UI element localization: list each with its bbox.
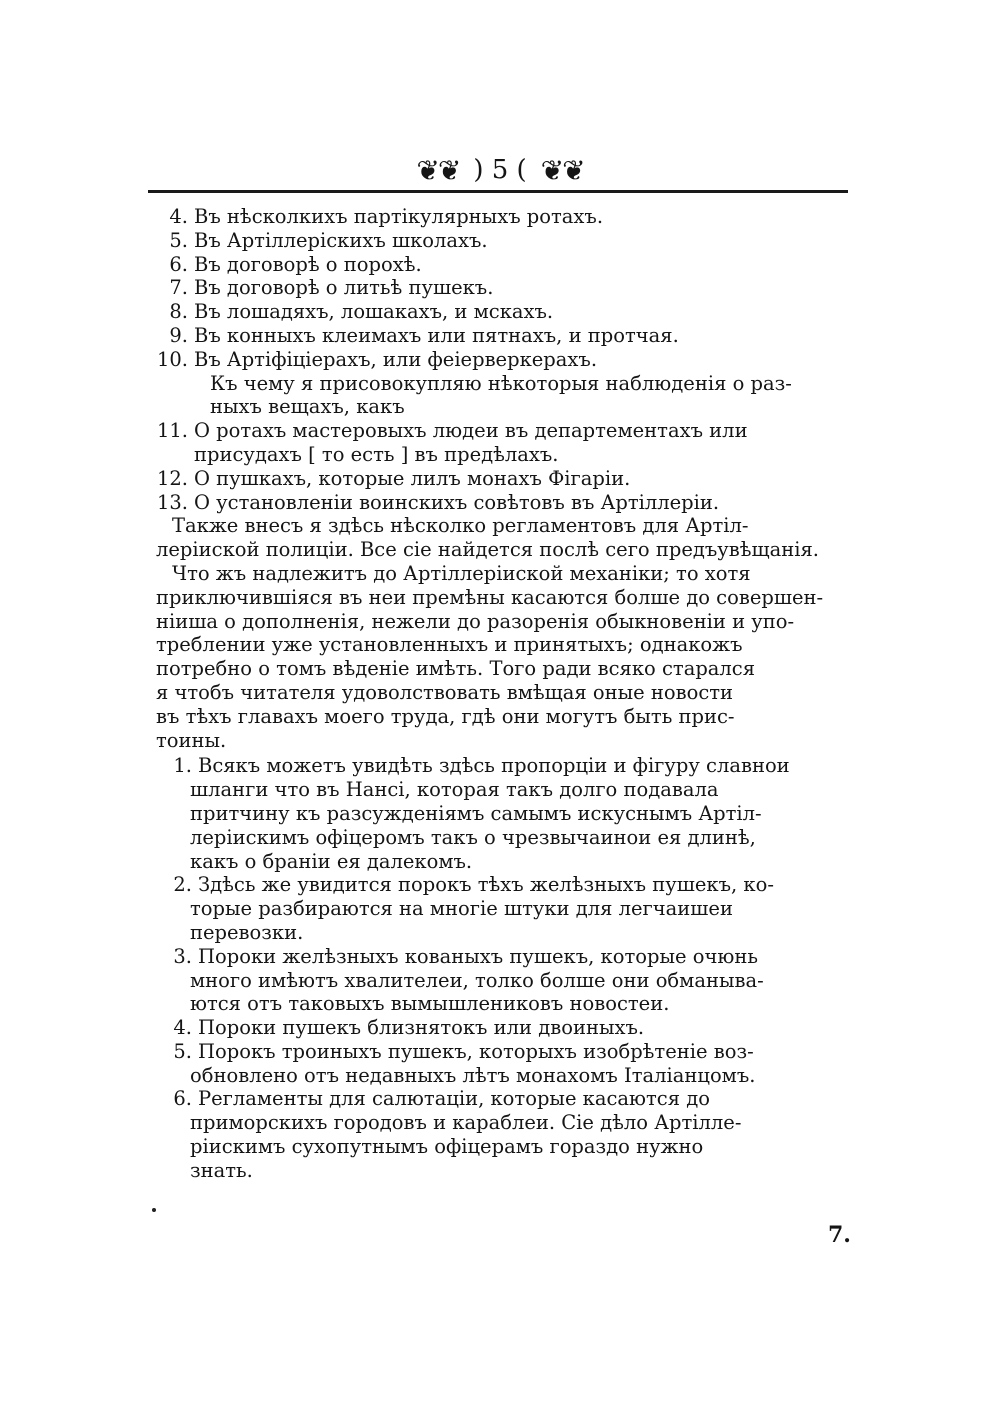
paragraph-line: треблении уже установленныхъ и принятыхъ; однакожъ bbox=[156, 633, 743, 657]
list-item: 8. Въ лошадяхъ, лошакахъ, и мскахъ. bbox=[169, 300, 554, 324]
list-item: 7. Въ договорѣ о литьѣ пушекъ. bbox=[169, 276, 494, 300]
paragraph-line: Что жъ надлежитъ до Артіллеріиской механіки; то хотя bbox=[172, 561, 751, 585]
ink-speck bbox=[152, 1208, 156, 1212]
list-item-cont: приморскихъ городовъ и караблеи. Сіе дѣло Артілле- bbox=[190, 1111, 742, 1135]
page-number: ) 5 ( bbox=[473, 155, 527, 185]
paragraph-line: леріиской полиціи. Все сіе найдется послѣ сего предъувѣщанія. bbox=[156, 538, 819, 562]
list-item: 10. Въ Артіфіціерахъ, или феіерверкерахъ. bbox=[156, 347, 598, 371]
list-item: 5. Въ Артіллеріскихъ школахъ. bbox=[169, 228, 488, 252]
list-item: 12. О пушкахъ, которые лилъ монахъ Фігаріи. bbox=[156, 466, 631, 490]
list-item-cont: знать. bbox=[190, 1158, 253, 1182]
intro-line: ныхъ вещахъ, какъ bbox=[210, 395, 405, 419]
ornament-right-icon: ❦❦ bbox=[540, 153, 584, 187]
list-item: 4. Въ нѣсколкихъ партікулярныхъ ротахъ. bbox=[169, 205, 604, 228]
list-item-cont: торые разбираются на многіе штуки для легчаишеи bbox=[190, 897, 733, 921]
list-item-cont: обновлено отъ недавныхъ лѣтъ монахомъ Італіанцомъ. bbox=[190, 1063, 756, 1087]
toc-list-1 bbox=[150, 205, 865, 372]
list-item: 13. О установленіи воинскихъ совѣтовъ въ Артіллеріи. bbox=[156, 490, 720, 514]
ornament-left-icon: ❦❦ bbox=[416, 153, 460, 187]
list-item: 3. Пороки желѣзныхъ кованыхъ пушекъ, которые очюнь bbox=[173, 944, 758, 968]
list-item: 2. Здѣсь же увидится порокъ тѣхъ желѣзныхъ пушекъ, ко- bbox=[173, 873, 774, 897]
list-item-cont: притчину къ разсужденіямъ самымъ искуснымъ Артіл- bbox=[190, 801, 762, 825]
list-item-cont: ріискимъ сухопутнымъ офіцерамъ гораздо нужно bbox=[190, 1135, 704, 1159]
paragraph-line: тоины. bbox=[156, 728, 227, 752]
page-body bbox=[150, 205, 865, 1183]
paragraph-line: я чтобъ читателя удоволствовать вмѣщая оные новости bbox=[156, 680, 734, 704]
paragraph-1 bbox=[150, 514, 865, 562]
list-item-cont: ются отъ таковыхъ вымышлениковъ новостеи. bbox=[190, 992, 670, 1016]
list-item-cont: леріискимъ офіцеромъ такъ о чрезвычаинои ея длинѣ, bbox=[190, 825, 756, 849]
toc-list-2 bbox=[150, 419, 865, 514]
list-item-cont: много имѣютъ хвалителеи, толко болше они обманыва- bbox=[190, 968, 764, 992]
list-item: 11. О ротахъ мастеровыхъ людеи въ департементахъ или bbox=[156, 419, 748, 443]
list-item-cont: перевозки. bbox=[190, 920, 304, 944]
list-item-cont: шланги что въ Нансі, которая такъ долго подавала bbox=[190, 778, 719, 802]
catchword: 7. bbox=[828, 1222, 851, 1248]
paragraph-line: ніиша о дополненія, нежели до разоренія обыкновеніи и упо- bbox=[156, 609, 795, 633]
page-header bbox=[0, 150, 1000, 190]
list-item: 1. Всякъ можетъ увидѣть здѣсь пропорціи и фігуру славнои bbox=[173, 754, 790, 778]
intro-line: Къ чему я присовокупляю нѣкоторыя наблюденія о раз- bbox=[210, 371, 792, 395]
list-item: 4. Пороки пушекъ близнятокъ или двоиныхъ. bbox=[173, 1016, 645, 1040]
list-item: 9. Въ конныхъ клеимахъ или пятнахъ, и протчая. bbox=[169, 323, 679, 347]
paragraph-2 bbox=[150, 562, 865, 752]
list-item-cont: какъ о браніи ея далекомъ. bbox=[190, 849, 473, 873]
list-item: 6. Регламенты для салютаціи, которые касаются до bbox=[173, 1087, 710, 1111]
paragraph-line: Также внесъ я здѣсь нѣсколко регламентовъ для Артіл- bbox=[172, 514, 749, 538]
paragraph-line: въ тѣхъ главахъ моего труда, гдѣ они могутъ быть прис- bbox=[156, 704, 735, 728]
list-item: 6. Въ договорѣ о порохѣ. bbox=[169, 252, 422, 276]
list-item-cont: присудахъ [ то есть ] въ предѣлахъ. bbox=[194, 442, 559, 466]
paragraph-line: потребно о томъ вѣденіе имѣть. Того ради всяко старался bbox=[156, 657, 756, 681]
header-rule bbox=[148, 190, 848, 193]
list-item: 5. Порокъ троиныхъ пушекъ, которыхъ изобрѣтеніе воз- bbox=[173, 1039, 754, 1063]
numbered-list bbox=[150, 754, 865, 1182]
paragraph-line: приключившіяся въ неи премѣны касаются болше до совершен- bbox=[156, 585, 824, 609]
